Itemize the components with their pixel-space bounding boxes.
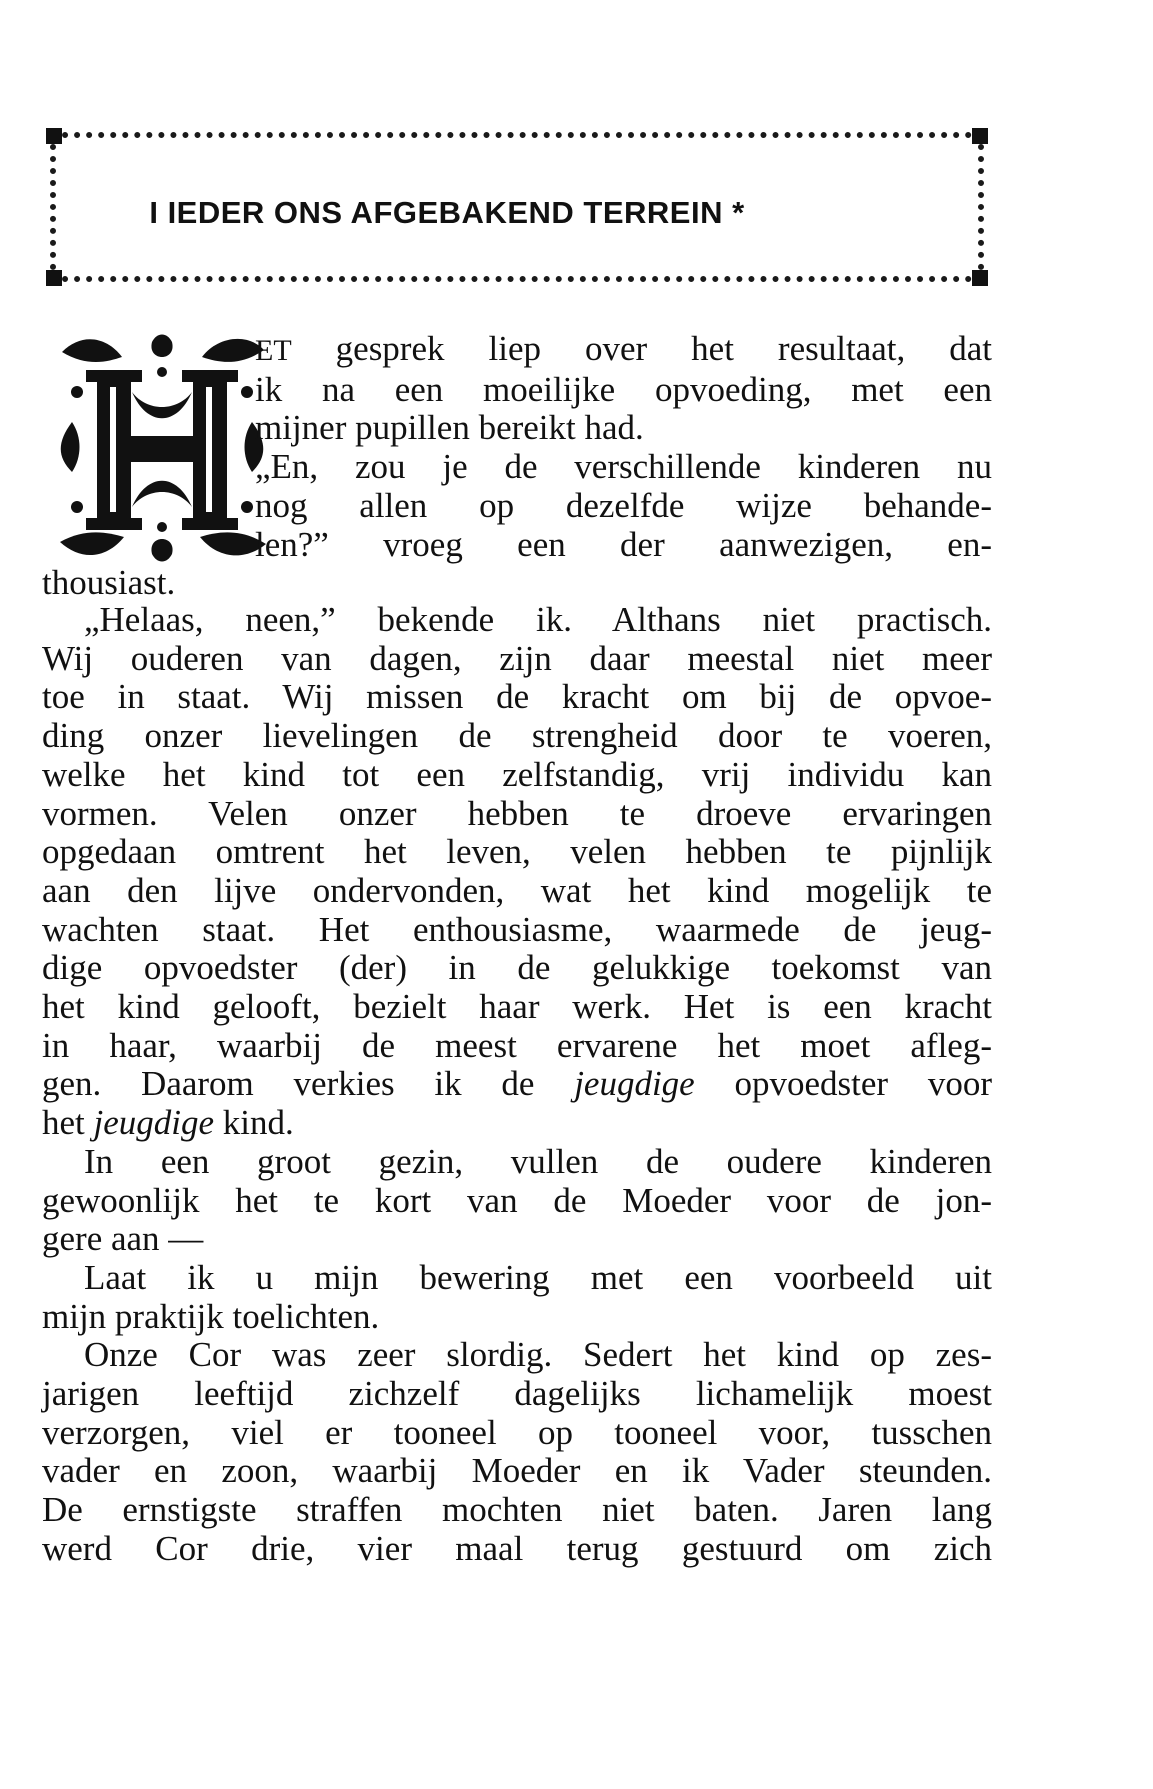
text-line: De ernstigste straffen mochten niet baten. Jaren lang	[42, 1490, 992, 1530]
text-line: Laat ik u mijn bewering met een voorbeeld uit	[84, 1257, 992, 1297]
frame-corner-ornament	[46, 128, 62, 144]
paragraph-opening	[42, 330, 992, 603]
text-line: verzorgen, viel er tooneel op tooneel voor, tusschen	[42, 1412, 992, 1452]
text-line: werd Cor drie, vier maal terug gestuurd om zich	[42, 1528, 992, 1568]
text-line: gere aan —	[42, 1219, 204, 1259]
text-line: len?” vroeg een der aanwezigen, en-	[255, 524, 992, 564]
text-line: jarigen leeftijd zichzelf dagelijks lichamelijk moest	[42, 1374, 992, 1414]
text-line: vader en zoon, waarbij Moeder en ik Vader steunden.	[42, 1451, 992, 1491]
text-line: Wij ouderen van dagen, zijn daar meestal niet meer	[42, 638, 992, 678]
frame-corner-ornament	[972, 128, 988, 144]
chapter-title: I IEDER ONS AFGEBAKEND TERREIN *	[149, 195, 745, 230]
text-line: „Helaas, neen,” bekende ik. Althans niet practisch.	[84, 600, 992, 639]
text-line: opgedaan omtrent het leven, velen hebben te pijnlijk	[42, 832, 992, 872]
text-line: In een groot gezin, vullen de oudere kinderen	[84, 1141, 992, 1181]
paragraph-main	[42, 601, 992, 1569]
text-line: in haar, waarbij de meest ervarene het moet afleg-	[42, 1025, 992, 1065]
chapter-header-frame	[50, 132, 984, 282]
text-line: ik na een moeilijke opvoeding, met een	[255, 369, 992, 409]
text-line: ding onzer lievelingen de strengheid door te voeren,	[42, 716, 992, 756]
text-line: Onze Cor was zeer slordig. Sedert het kind op zes-	[84, 1335, 992, 1375]
frame-corner-ornament	[46, 270, 62, 286]
text-line: mijn praktijk toelichten.	[42, 1296, 380, 1336]
text-line: mijner pupillen bereikt had.	[255, 408, 644, 448]
text-line: nog allen op dezelfde wijze behande-	[255, 485, 992, 525]
dropcap-letter-text: H	[159, 465, 165, 474]
text-line: het jeugdige kind.	[42, 1103, 294, 1143]
text-line: ET gesprek liep over het resultaat, dat	[255, 329, 992, 368]
text-line: gewoonlijk het te kort van de Moeder voor de jon-	[42, 1180, 992, 1220]
text-line: gen. Daarom verkies ik de jeugdige opvoedster voor	[42, 1064, 992, 1104]
frame-corner-ornament	[972, 270, 988, 286]
text-line: toe in staat. Wij missen de kracht om bij de opvoe-	[42, 677, 992, 717]
text-line: vormen. Velen onzer hebben te droeve ervaringen	[42, 793, 992, 833]
text-line: dige opvoedster (der) in de gelukkige toekomst van	[42, 948, 992, 988]
text-line: wachten staat. Het enthousiasme, waarmede de jeug-	[42, 909, 992, 949]
text-line: het kind gelooft, bezielt haar werk. Het is een kracht	[42, 987, 992, 1027]
text-line: aan den lijve ondervonden, wat het kind mogelijk te	[42, 870, 992, 910]
text-line: „En, zou je de verschillende kinderen nu	[255, 447, 992, 487]
text-line: thousiast.	[42, 563, 176, 603]
text-line: welke het kind tot een zelfstandig, vrij individu kan	[42, 754, 992, 794]
